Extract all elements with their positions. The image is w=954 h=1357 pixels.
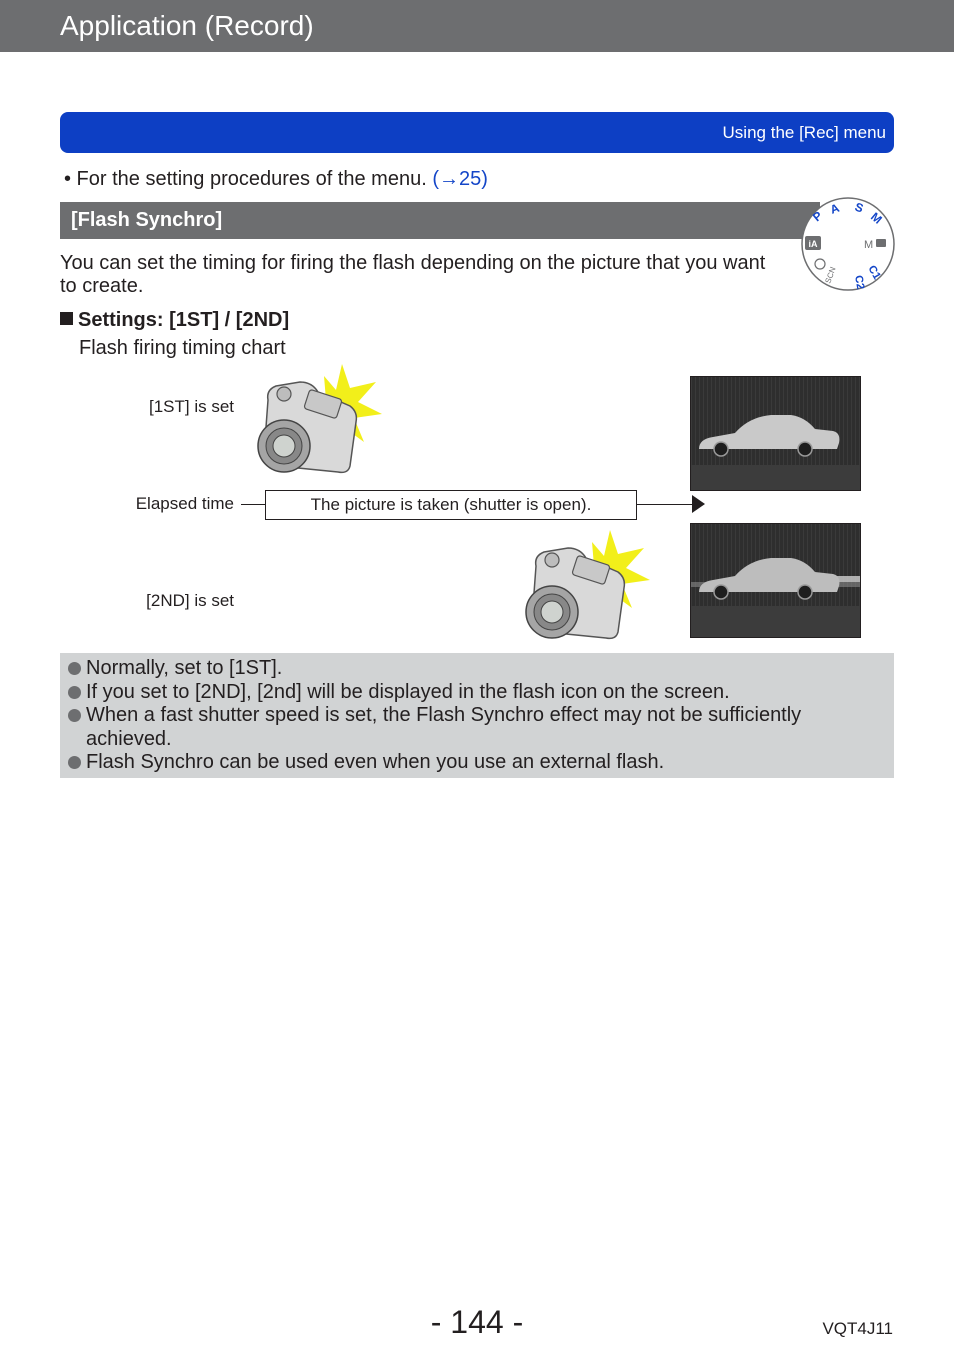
settings-label: Settings: [1ST] / [2ND] xyxy=(78,309,290,331)
nav-bar xyxy=(60,112,894,153)
svg-text:iA: iA xyxy=(808,239,818,249)
camera-flash-1st-icon xyxy=(254,362,384,477)
mode-dial-icon xyxy=(800,196,896,292)
label-elapsed-time: Elapsed time xyxy=(135,494,234,513)
arrow-right-icon xyxy=(692,495,705,513)
section-title: [Flash Synchro] xyxy=(71,209,223,231)
bullet-dot-icon xyxy=(68,686,81,699)
dial-label-p: P xyxy=(809,208,826,225)
section-heading xyxy=(60,202,820,239)
note-text: When a fast shutter speed is set, the Flash Synchro effect may not be sufficiently achieved. xyxy=(86,704,802,750)
reference-line xyxy=(64,168,488,190)
intro-text: You can set the timing for firing the flash depending on the picture that you want to create. xyxy=(60,252,766,297)
reference-text: • For the setting procedures of the menu. xyxy=(64,168,433,190)
dial-label-c2: C2 xyxy=(852,274,867,291)
car-photo-1st xyxy=(690,376,861,491)
camera-flash-2nd-icon xyxy=(522,528,652,643)
note-text: Normally, set to [1ST]. xyxy=(86,657,283,679)
timeline-text: The picture is taken (shutter is open). xyxy=(310,495,592,514)
note-item xyxy=(68,751,858,775)
dial-label-c1: C1 xyxy=(865,263,883,282)
dial-label-s: S xyxy=(852,199,866,216)
label-1st-set: [1ST] is set xyxy=(148,397,234,416)
bullet-dot-icon xyxy=(68,756,81,769)
note-item xyxy=(68,704,858,751)
chart-caption: Flash firing timing chart xyxy=(79,337,286,359)
page-number: - 144 - xyxy=(430,1304,524,1340)
bullet-dot-icon xyxy=(68,709,81,722)
dial-label-m: M xyxy=(868,209,885,227)
note-text: If you set to [2ND], [2nd] will be displayed in the flash icon on the screen. xyxy=(86,680,730,703)
page-title: Application (Record) xyxy=(60,10,314,41)
settings-heading xyxy=(60,310,289,330)
label-2nd-set: [2ND] is set xyxy=(146,591,234,610)
page-reference-link[interactable]: (→25) xyxy=(432,168,488,190)
bullet-dot-icon xyxy=(68,662,81,675)
notes-box xyxy=(60,653,894,778)
timeline-line-start xyxy=(241,504,265,505)
page-header xyxy=(0,0,954,52)
square-bullet-icon xyxy=(60,312,73,325)
note-item xyxy=(68,657,858,681)
movie-mode-icon xyxy=(876,239,886,247)
car-photo-2nd xyxy=(690,523,861,638)
timeline-box xyxy=(265,490,637,520)
note-item xyxy=(68,681,858,705)
note-text: Flash Synchro can be used even when you use an external flash. xyxy=(86,751,665,773)
timeline-line-end xyxy=(637,504,692,505)
dial-label-scn: SCN xyxy=(823,265,838,285)
document-code: VQT4J11 xyxy=(822,1319,893,1338)
rec-menu-link[interactable]: Using the [Rec] menu xyxy=(722,123,886,142)
dial-label-a: A xyxy=(828,200,842,217)
svg-text:M: M xyxy=(864,239,874,251)
